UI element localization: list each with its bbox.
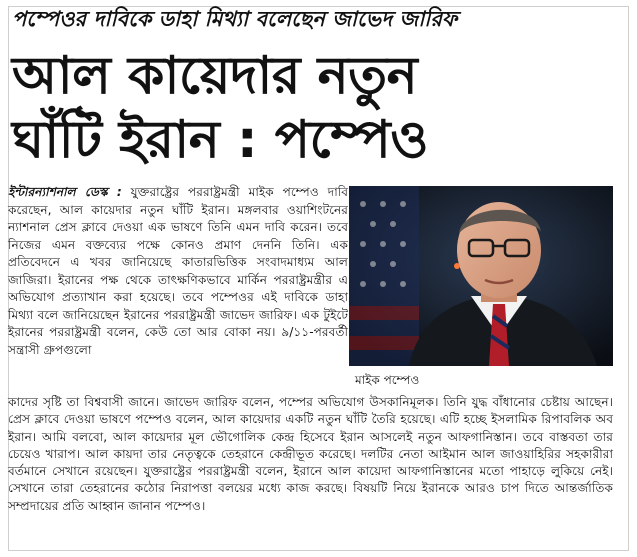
body-text-left: যুক্তরাষ্ট্রের পররাষ্ট্রমন্ত্রী মাইক পম্পেও দাবি করেছেন, আল কায়েদার নতুন ঘাঁটি ইরান। মঙ্গলবার ওয়াশিংটনের ন্যাশনাল প্রেস ক্লাবে দেওয়া এক ভাষণে তিনি এমন দাবি করেন। তবে নিজের এমন বক্তব্যের পক্ষে কোনও প্রমাণ দেননি তিনি। এক প্রতিবেদনে এ খবর জানিয়েছে কাতারভিত্তিক সংবাদমাধ্যম আল জাজিরা। ইরানের পক্ষ থেকে তাৎক্ষণিকভাবে মার্কিন পররাষ্ট্রমন্ত্রীর এ অভিযোগ প্রত্যাখান করা হয়েছে। তবে পম্পেওর এই দাবিকে ডাহা মিথ্যা বলে জানিয়েছেন ইরানের পররাষ্ট্রমন্ত্রী জাভেদ জারিফ। এক টুইটে ইরানের পররাষ্ট্রমন্ত্রী বলেন, কেউ তো আর বোকা নয়। ৯/১১-পরবর্তী সন্ত্রাসী গ্রুপগুলো <box>8 185 348 357</box>
photo-caption: মাইক পম্পেও <box>355 373 420 387</box>
article-paragraph-1 <box>8 184 348 359</box>
article-kicker: পম্পেওর দাবিকে ডাহা মিথ্যা বলেছেন জাভেদ জারিফ <box>12 6 458 31</box>
portrait-image <box>349 186 613 366</box>
article-body-top <box>8 184 348 359</box>
headline-line-1: আল কায়েদার নতুন <box>12 46 418 106</box>
headline-line-2: ঘাঁটি ইরান : পম্পেও <box>12 110 428 170</box>
article-headline <box>12 44 612 172</box>
news-photo <box>349 186 613 366</box>
article-paragraph-2: কাদের সৃষ্টি তা বিশ্ববাসী জানে। জাভেদ জারিফ বলেন, পম্পের অভিযোগ উসকানিমূলক। তিনি যুদ্ধ বাঁধানোর চেষ্টায় আছেন। প্রেস ক্লাবে দেওয়া ভাষণে পম্পেও বলেন, আল কায়েদার একটি নতুন ঘাঁটি তৈরি হয়েছে। এটি হচ্ছে ইসলামিক রিপাবলিক অব ইরান। আমি বলবো, আল কায়েদার মূল ভৌগোলিক কেন্দ্র হিসেবে ইরান আসলেই নতুন আফগানিস্তান। তবে বাস্তবতা তার চেয়েও খারাপ। আল কায়দা তার নেতৃত্বকে তেহরানে কেন্দ্রীভূত করেছে। দলটির নেতা আইমান আল জাওয়াহিরির সহকারীরা বর্তমানে সেখানে রয়েছেন। যুক্তরাষ্ট্রের পররাষ্ট্রমন্ত্রী বলেন, ইরানে আল কায়েদা আফগানিস্তানের মতো পাহাড়ে লুকিয়ে নেই। সেখানে তারা তেহরানের কঠোর নিরাপত্তা বলয়ের মধ্যে কাজ করছে। বিষয়টি নিয়ে ইরানকে আরও চাপ দিতে আন্তর্জাতিক সম্প্রদায়ের প্রতি আহ্বান জানান পম্পেও। <box>8 395 613 513</box>
article-body-bottom <box>8 394 613 515</box>
dateline: ইন্টারন্যাশনাল ডেস্ক : <box>8 185 122 199</box>
